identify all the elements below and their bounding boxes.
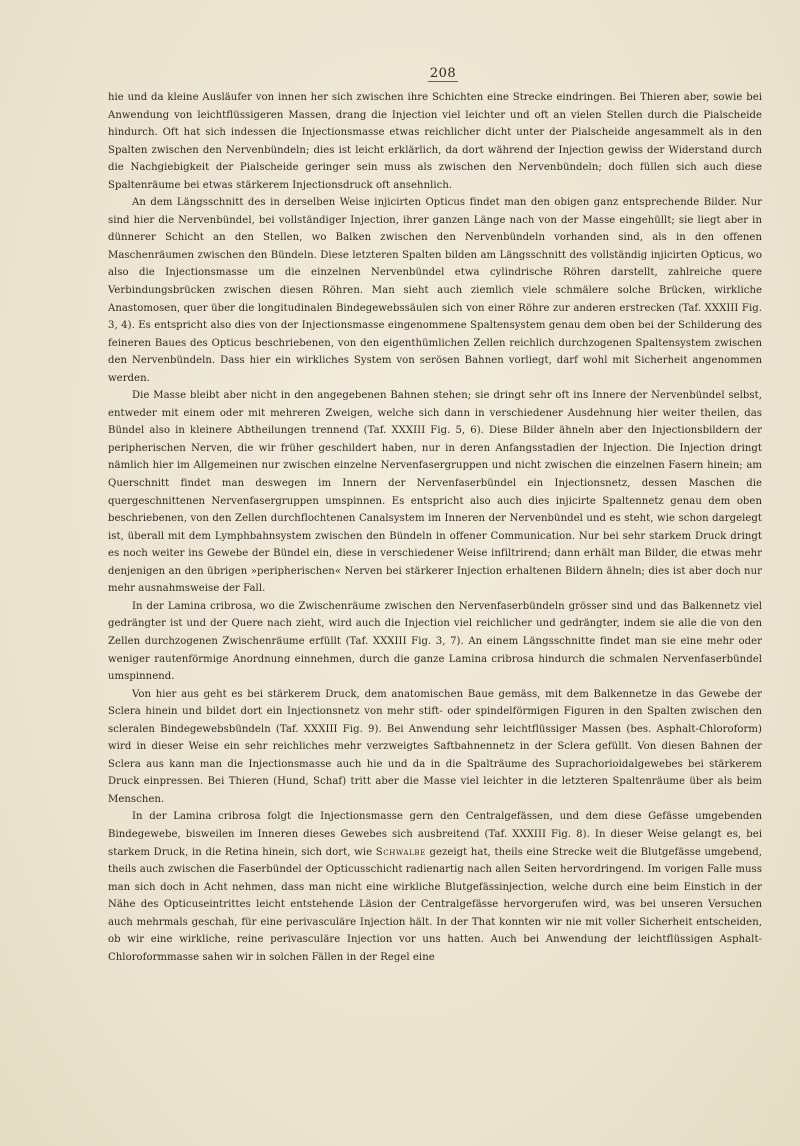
paragraph: Von hier aus geht es bei stärkerem Druck, dem anatomischen Baue gemäss, mit dem Balkennetze in das Gewebe der Sclera hinein und bildet dort ein Injectionsnetz von mehr stift- oder spindelförmigen Figuren in den Spalten zwischen den scleralen Bindegewebsbündeln (Taf. XXXIII Fig. 9). Bei Anwendung sehr leichtflüssiger Massen (bes. Asphalt-Chloroform) wird in dieser Weise ein sehr reichliches mehr verzweigtes Saftbahnennetz in der Sclera gefüllt. Von diesen Bahnen der Sclera aus kann man die Injectionsmasse auch hie und da in die Spalträume des Suprachorioidalgewebes bei stärkerem Druck einpressen. Bei Thieren (Hund, Schaf) tritt aber die Masse viel leichter in die letzteren Spaltenräume über als beim Menschen. xyxy=(108,688,762,805)
paragraph: In der Lamina cribrosa, wo die Zwischenräume zwischen den Nervenfaserbündeln grösser sind und das Balkennetz viel gedrängter ist und der Quere nach zieht, wird auch die Injection viel reichlicher und gedrängter, indem sie alle die von den Zellen durchzogenen Zwischenräume erfüllt (Taf. XXXIII Fig. 3, 7). An einem Längsschnitte findet man sie eine mehr oder weniger rautenförmige Anordnung einnehmen, durch die ganze Lamina cribrosa hindurch die schmalen Nervenfaserbündel umspinnend. xyxy=(108,600,762,683)
author-name: Schwalbe xyxy=(375,846,426,858)
paragraph: An dem Längsschnitt des in derselben Weise injicirten Opticus findet man den obigen ganz entsprechende Bilder. Nur sind hier die Nervenbündel, bei vollständiger Injection, ihrer ganzen Länge nach von der Masse eingehüllt; sie liegt aber in dünnerer Schicht an den Stellen, wo Balken zwischen den Nervenbündeln vorhanden sind, als in den offenen Maschenräumen zwischen den Bündeln. Diese letzteren Spalten bilden am Längsschnitt des vollständig injicirten Opticus, wo also die Injectionsmasse um die einzelnen Nervenbündel etwa cylindrische Röhren darstellt, zahlreiche quere Verbindungsbrücken zwischen diesen Röhren. Man sieht auch ziemlich viele schmälere solche Brücken, wirkliche Anastomosen, quer über die longitudinalen Bindegewebssäulen sich von einer Röhre zur anderen erstrecken (Taf. XXXIII Fig. 3, 4). Es entspricht also dies von der Injectionsmasse eingenommene Spaltensystem genau dem oben bei der Schilderung des feineren Baues des Opticus beschriebenen, von den eigenthümlichen Zellen reichlich durchzogenen Spaltensystem zwischen den Nervenbündeln. Dass hier ein wirkliches System von serösen Bahnen vorliegt, darf wohl mit Sicherheit angenommen werden. xyxy=(108,197,762,384)
paragraph: Die Masse bleibt aber nicht in den angegebenen Bahnen stehen; sie dringt sehr oft ins Innere der Nervenbündel selbst, entweder mit einem oder mit mehreren Zweigen, welche sich dann in verschiedener Ausdehnung hier weiter theilen, das Bündel also in kleinere Abtheilungen trennend (Taf. XXXIII Fig. 5, 6). Diese Bilder ähneln aber den Injectionsbildern der peripherischen Nerven, die wir früher geschildert haben, nur in deren Anfangsstadien der Injection. Die Injection dringt nämlich hier im Allgemeinen nur zwischen einzelne Nervenfasergruppen und nicht zwischen die einzelnen Fasern hinein; am Querschnitt findet man deswegen im Innern der Nervenfaserbündel ein Injectionsnetz, dessen Maschen die quergeschnittenen Nervenfasergruppen umspinnen. Es entspricht also auch dies injicirte Spaltennetz genau dem oben beschriebenen, von den Zellen durchflochtenen Canalsystem im Inneren der Nervenbündel und es steht, wie schon dargelegt ist, überall mit dem Lymphbahnsystem zwischen den Bündeln in offener Communication. Nur bei sehr starkem Druck dringt es noch weiter ins Gewebe der Bündel ein, diese in verschiedener Weise infiltrirend; dann erhält man Bilder, die etwas mehr denjenigen an den übrigen »peripherischen« Nerven bei stärkerer Injection erhaltenen Bildern ähneln; dies ist aber doch nur mehr ausnahmsweise der Fall. xyxy=(108,390,762,595)
page-number: 208 xyxy=(429,66,457,81)
paragraph: In der Lamina cribrosa folgt die Injectionsmasse gern den Centralgefässen, und dem diese Gefässe umgebenden Bindegewebe, bisweilen im Inneren dieses Gewebes sich ausbreitend (Taf. XXXIII Fig. 8). In dieser Weise gelangt es, bei starkem Druck, in die Retina hinein, sich dort, wie Schwalbe gezeigt hat, theils eine Strecke weit die Blutgefässe umgebend, theils auch zwischen die Faserbündel der Opticusschicht radienartig nach allen Seiten hervordringend. Im vorigen Falle muss man sich doch in Acht nehmen, dass man nicht eine wirkliche Blutgefässinjection, welche durch eine beim Einstich in der Nähe des Opticuseintrittes leicht entstehende Läsion der Centralgefässe hervorgerufen wird, was bei unseren Versuchen auch mehrmals geschah, für eine perivasculäre Injection hält. In der That konnten wir nie mit voller Sicherheit entscheiden, ob wir eine wirkliche, reine perivasculäre Injection vor uns hatten. Auch bei Anwendung der leichtflüssigen Asphalt-Chloroformmasse sahen wir in solchen Fällen in der Regel eine xyxy=(108,811,762,963)
paragraph: hie und da kleine Ausläufer von innen her sich zwischen ihre Schichten eine Strecke eindringen. Bei Thieren aber, sowie bei Anwendung von leichtflüssigeren Massen, drang die Injection viel leichter und oft an vielen Stellen durch die Pialscheide hindurch. Oft hat sich indessen die Injectionsmasse etwas reichlicher dicht unter der Pialscheide angesammelt als in den Spalten zwischen den Nervenbündeln; dies ist leicht erklärlich, da dort während der Injection gewiss der Widerstand durch die Nachgiebigkeit der Pialscheide geringer sein muss als zwischen den Nervenbündeln; doch füllen sich auch diese Spaltenräume bei etwas stärkerem Injectionsdruck oft ansehnlich. xyxy=(108,92,762,191)
body-text xyxy=(108,89,762,966)
